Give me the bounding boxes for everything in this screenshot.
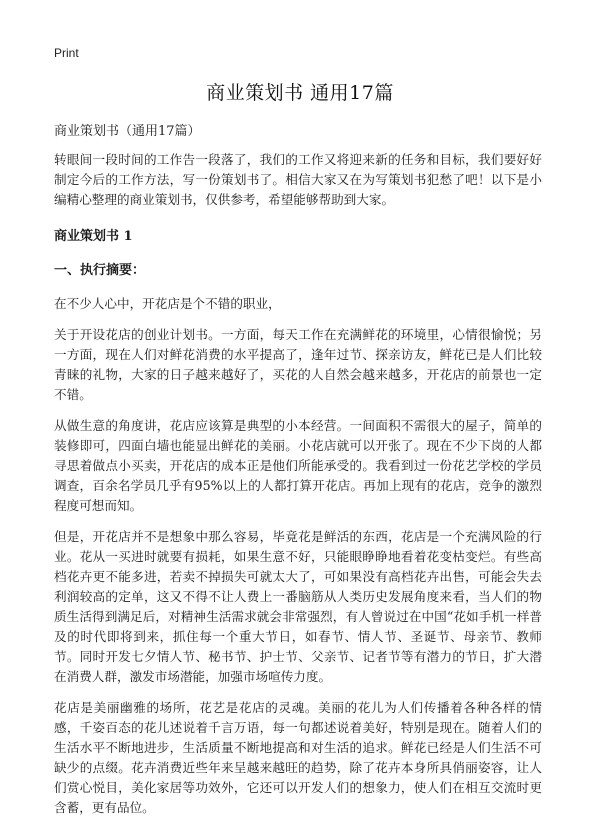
intro-paragraph: 转眼间一段时间的工作告一段落了，我们的工作又将迎来新的任务和目标，我们要好好制定今后的工作方法，写一份策划书了。相信大家又在为写策划书犯愁了吧！以下是小编精心整理的商业策划书，仅供参考，希望能够帮助到大家。 <box>54 152 542 207</box>
body-paragraph: 但是，开花店并不是想象中那么容易，毕竟花是鲜活的东西，花店是一个充满风险的行业。花从一买进时就要有损耗，如果生意不好，只能眼睁睁地看着花变枯变烂。有些高档花卉更不能多进，若卖不掉损失可就太大了，可如果没有高档花卉出售，可能会失去利润较高的定单，这又不得不让人费上一番脑筋从人类历史发展角度来看，当人们的物质生活得到满足后，对精神生活需求就会非常强烈，有人曾说过在中国“花如手机一样普及的时代即将到来，抓住每一个重大节日，如春节、情人节、圣诞节、母亲节、教师节。同时开发七夕情人节、秘书节、护士节、父亲节、记者节等有潜力的节日，扩大潜在消费人群，激发市场潜能，加强市场喧传力度。 <box>54 529 542 684</box>
subsection-heading: 一、执行摘要： <box>54 263 146 278</box>
body-paragraph: 关于开设花店的创业计划书。一方面，每天工作在充满鲜花的环境里，心情很愉悦；另一方面，现在人们对鲜花消费的水平提高了，逢年过节、探亲访友，鲜花已是人们比较青睐的礼物，大家的日子越来越好了，买花的人自然会越来越多，开花店的前景也一定不错。 <box>54 327 542 402</box>
print-label: Print <box>54 46 79 60</box>
body-paragraph: 在不少人心中，开花店是个不错的职业， <box>54 296 281 311</box>
body-paragraph: 从做生意的角度讲，花店应该算是典型的小本经营。一间面积不需很大的屋子，简单的装修即可，四面白墙也能显出鲜花的美丽。小花店就可以开张了。现在不少下岗的人都寻思着做点小买卖，开花店的成本正是他们所能承受的。我看到过一份花艺学校的学员调查，百余名学员几乎有95%以上的人都打算开花店。再加上现有的花店，竞争的激烈程度可想而知。 <box>54 418 542 513</box>
document-subtitle: 商业策划书（通用17篇） <box>54 124 201 139</box>
section-heading: 商业策划书 1 <box>54 229 133 244</box>
body-paragraph: 花店是美丽幽雅的场所，花艺是花店的灵魂。美丽的花儿为人们传播着各种各样的情感，千姿百态的花儿述说着千言万语，每一句都述说着美好，特别是现在。随着人们的生活水平不断地进步，生活质量不断地提高和对生活的追求。鲜花已经是人们生活不可缺少的点缀。花卉消费近些年来呈越来越旺的趋势，除了花卉本身所具俏丽姿容，让人们赏心悦目，美化家居等功效外，它还可以开发人们的想象力，使人们在相互交流时更含蓄，更有品位。 <box>54 700 542 815</box>
page-title: 商业策划书 通用17篇 <box>206 82 394 104</box>
document-body <box>54 150 542 829</box>
